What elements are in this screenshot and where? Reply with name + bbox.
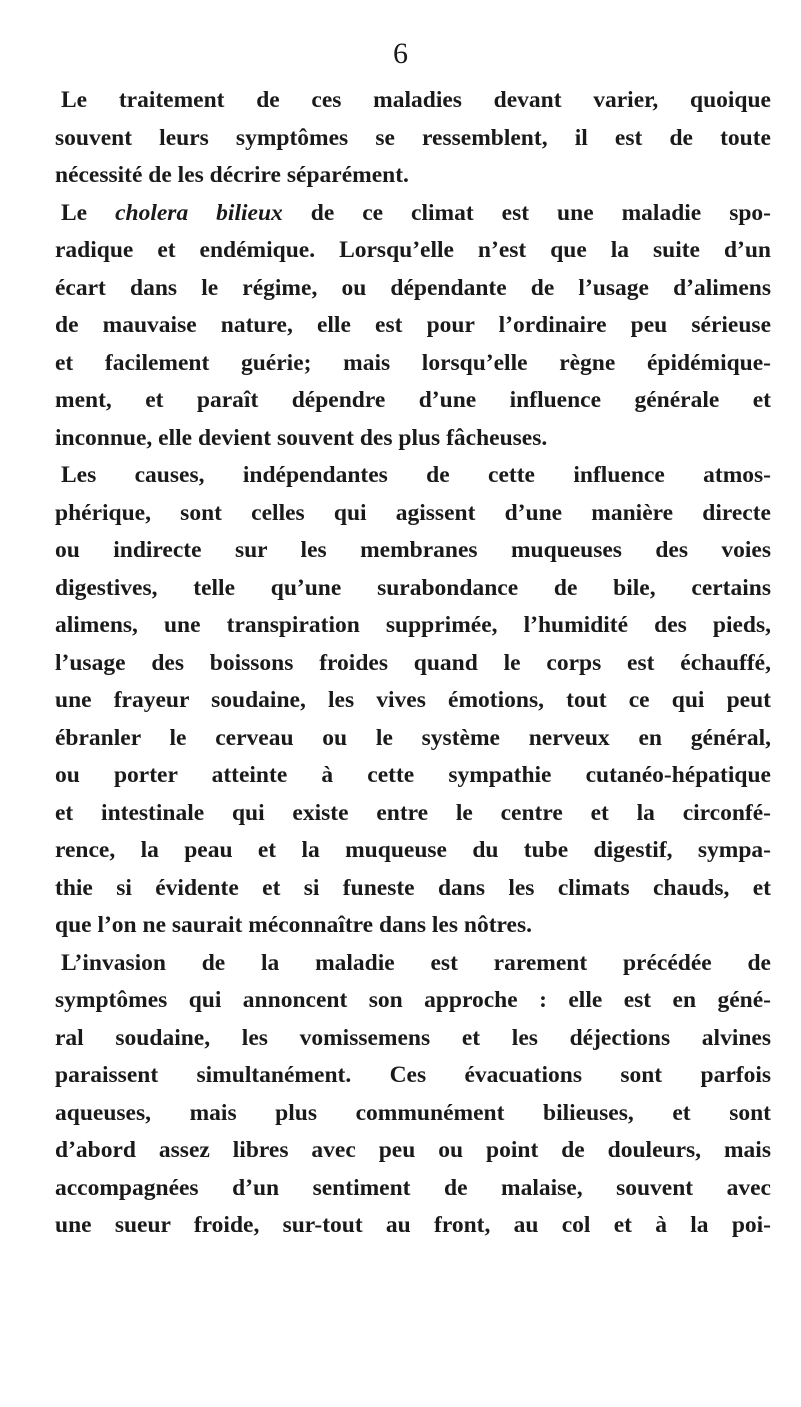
text-line-italic-term: [55, 195, 771, 233]
text-line: paraissent simultanément. Ces évacuations sont parfois: [55, 1062, 771, 1088]
text-line: aqueuses, mais plus communément bilieuses, et sont: [55, 1099, 771, 1126]
text-line: digestives, telle qu’une surabondance de bile, certains: [55, 574, 771, 601]
text-line: phérique, sont celles qui agissent d’une manière directe: [55, 499, 771, 526]
text-line: l’usage des boissons froides quand le corps est échauffé,: [55, 649, 771, 676]
text-line: Les causes, indépendantes de cette influence atmos-: [61, 462, 771, 488]
text-line: thie si évidente et si funeste dans les climats chauds, et: [55, 874, 771, 901]
body-text: [55, 82, 771, 1245]
text-line: L’invasion de la maladie est rarement précédée de: [61, 949, 771, 976]
text-line: accompagnées d’un sentiment de malaise, souvent avec: [55, 1174, 771, 1201]
text-line: ou indirecte sur les membranes muqueuses des voies: [55, 537, 771, 563]
text-line: ou porter atteinte à cette sympathie cutanéo-hépatique: [55, 762, 771, 788]
text-line: ment, et paraît dépendre d’une influence générale et: [55, 387, 771, 413]
italic-term: cholera bilieux: [115, 199, 283, 226]
text-line: ral soudaine, les vomissemens et les déjections alvines: [55, 1024, 771, 1051]
text-line: radique et endémique. Lorsqu’elle n’est que la suite d’un: [55, 237, 771, 263]
text-line: ébranler le cerveau ou le système nerveux en général,: [55, 724, 771, 751]
line-prefix: Le: [61, 199, 88, 226]
text-line: Le traitement de ces maladies devant varier, quoique: [61, 87, 771, 113]
text-line: une frayeur soudaine, les vives émotions, tout ce qui peut: [55, 687, 771, 713]
line-rest: de ce climat est une maladie spo-: [310, 199, 772, 226]
page-number: 6: [393, 37, 408, 70]
text-line: souvent leurs symptômes se ressemblent, il est de toute: [55, 124, 771, 151]
text-line: et facilement guérie; mais lorsqu’elle règne épidémique-: [55, 349, 771, 376]
text-line: alimens, une transpiration supprimée, l’humidité des pieds,: [55, 612, 771, 638]
text-line: d’abord assez libres avec peu ou point de douleurs, mais: [55, 1137, 771, 1163]
text-line: que l’on ne saurait méconnaître dans les nôtres.: [55, 912, 532, 938]
text-line: de mauvaise nature, elle est pour l’ordinaire peu sérieuse: [55, 312, 771, 338]
text-line: et intestinale qui existe entre le centre et la circonfé-: [55, 799, 771, 826]
text-line: une sueur froide, sur-tout au front, au col et à la poi-: [55, 1212, 771, 1238]
text-line: nécessité de les décrire séparément.: [55, 162, 409, 188]
text-line: inconnue, elle devient souvent des plus fâcheuses.: [55, 424, 548, 451]
text-line: symptômes qui annoncent son approche : elle est en géné-: [55, 987, 771, 1013]
text-line: rence, la peau et la muqueuse du tube digestif, sympa-: [55, 837, 771, 863]
text-line: écart dans le régime, ou dépendante de l’usage d’alimens: [55, 274, 771, 301]
